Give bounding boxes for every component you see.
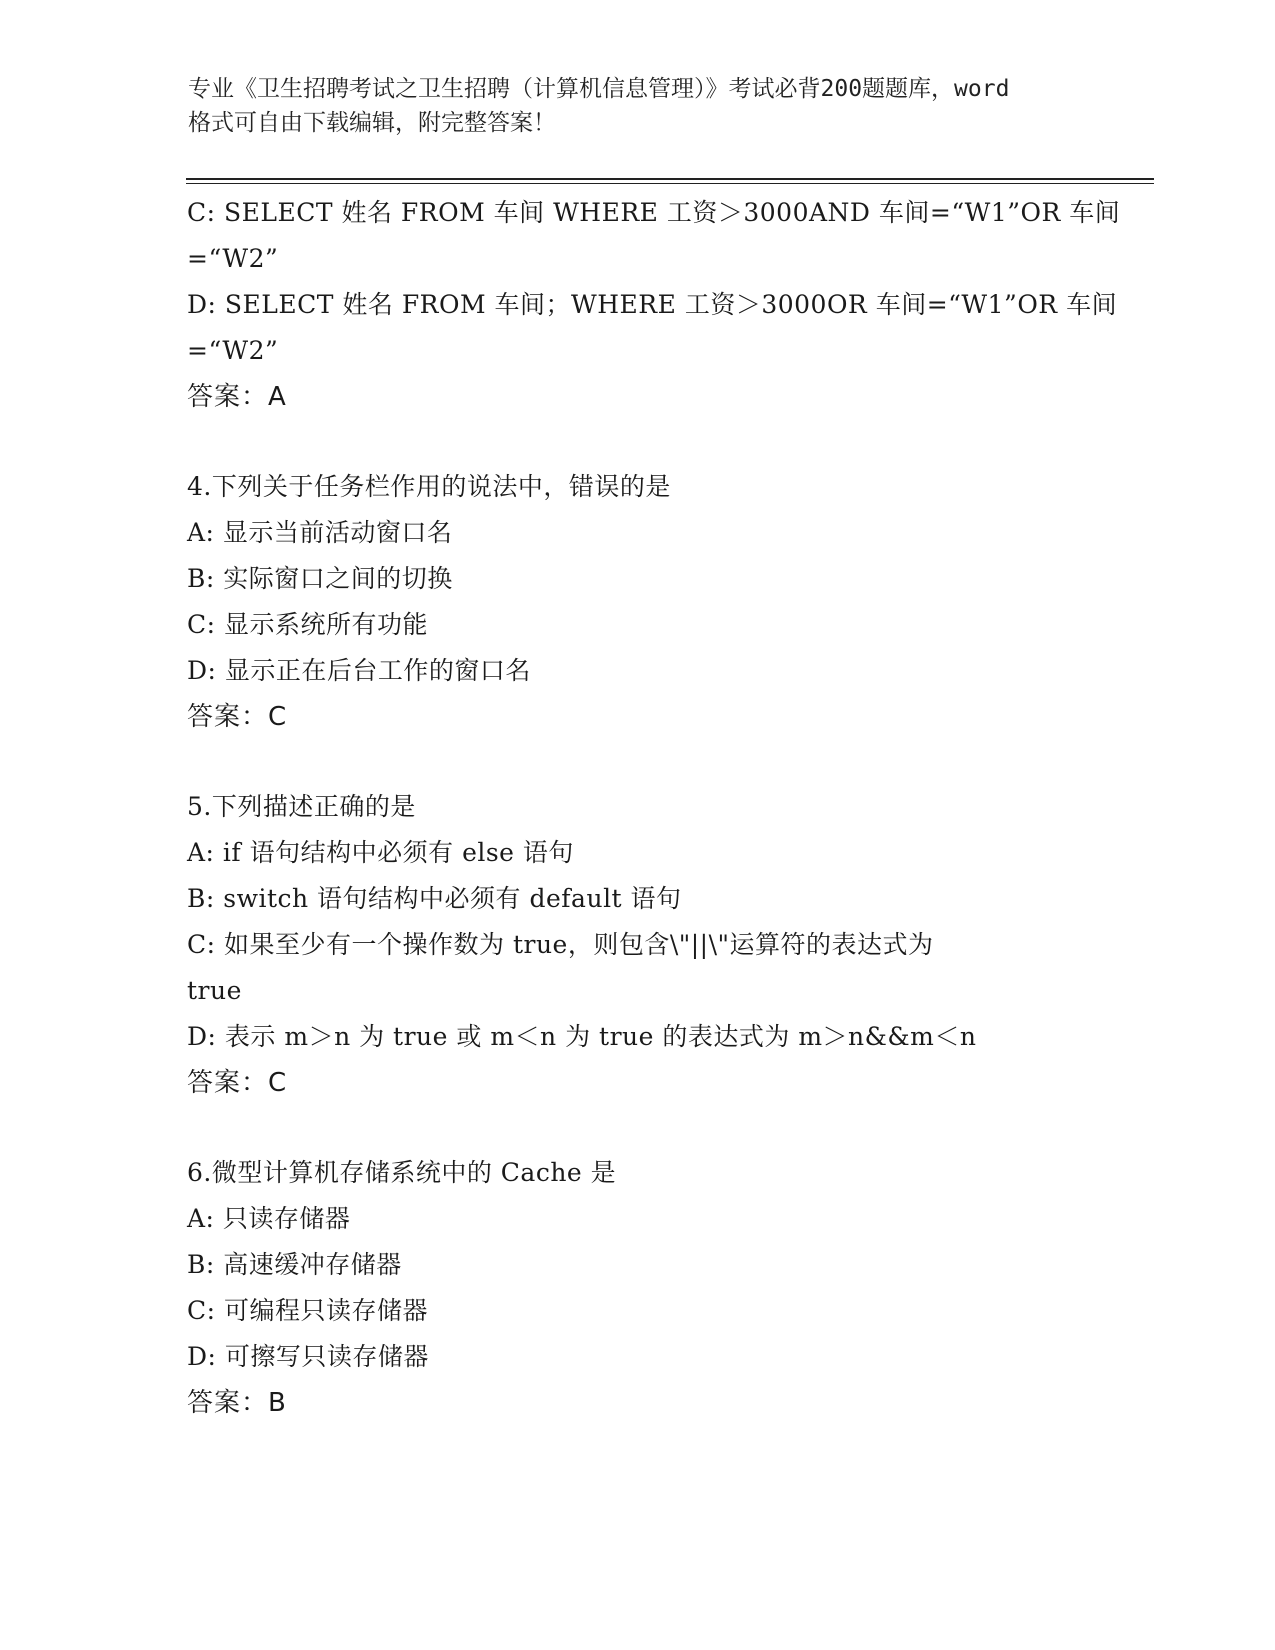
answer: 答案：B bbox=[187, 1388, 287, 1418]
spacer bbox=[187, 740, 1147, 784]
question-title: 4.下列关于任务栏作用的说法中，错误的是 bbox=[187, 472, 671, 501]
header-divider-thin bbox=[186, 183, 1154, 184]
question-5 bbox=[187, 784, 1147, 1106]
option-c-line-1: C: SELECT 姓名 FROM 车间 WHERE 工资＞3000AND 车间=“W1”OR 车间 bbox=[187, 198, 1121, 227]
option-b: B: 实际窗口之间的切换 bbox=[187, 564, 453, 593]
option-d: D: 表示 m＞n 为 true 或 m＜n 为 true 的表达式为 m＞n&&m＜n bbox=[187, 1022, 977, 1051]
question-list bbox=[187, 190, 1147, 1426]
option-d-line-2: =“W2” bbox=[187, 336, 279, 365]
question-4 bbox=[187, 464, 1147, 740]
answer: 答案：A bbox=[187, 382, 287, 412]
option-b: B: 高速缓冲存储器 bbox=[187, 1250, 402, 1279]
spacer bbox=[187, 1106, 1147, 1150]
option-c: C: 可编程只读存储器 bbox=[187, 1296, 428, 1325]
header-line-2: 格式可自由下载编辑，附完整答案！ bbox=[188, 110, 556, 136]
question-title: 5.下列描述正确的是 bbox=[187, 792, 416, 821]
header-line-1: 专业《卫生招聘考试之卫生招聘（计算机信息管理）》考试必背200题题库，word bbox=[188, 76, 1010, 102]
option-b: B: switch 语句结构中必须有 default 语句 bbox=[187, 884, 682, 913]
document-header bbox=[188, 72, 1088, 140]
option-d-line-1: D: SELECT 姓名 FROM 车间；WHERE 工资＞3000OR 车间=“W1”OR 车间 bbox=[187, 290, 1118, 319]
header-divider-thick bbox=[186, 178, 1154, 180]
option-d: D: 可擦写只读存储器 bbox=[187, 1342, 429, 1371]
answer: 答案：C bbox=[187, 702, 288, 732]
option-a: A: 显示当前活动窗口名 bbox=[187, 518, 453, 547]
question-3 bbox=[187, 190, 1147, 420]
question-title: 6.微型计算机存储系统中的 Cache 是 bbox=[187, 1158, 617, 1187]
option-c: C: 显示系统所有功能 bbox=[187, 610, 428, 639]
option-c-line-2: =“W2” bbox=[187, 244, 279, 273]
option-a: A: if 语句结构中必须有 else 语句 bbox=[187, 838, 574, 867]
spacer bbox=[187, 420, 1147, 464]
option-c-line-2: true bbox=[187, 976, 242, 1005]
answer: 答案：C bbox=[187, 1068, 288, 1098]
option-d: D: 显示正在后台工作的窗口名 bbox=[187, 656, 531, 685]
option-c-line-1: C: 如果至少有一个操作数为 true，则包含\"||\"运算符的表达式为 bbox=[187, 930, 934, 959]
question-6 bbox=[187, 1150, 1147, 1426]
option-a: A: 只读存储器 bbox=[187, 1204, 351, 1233]
